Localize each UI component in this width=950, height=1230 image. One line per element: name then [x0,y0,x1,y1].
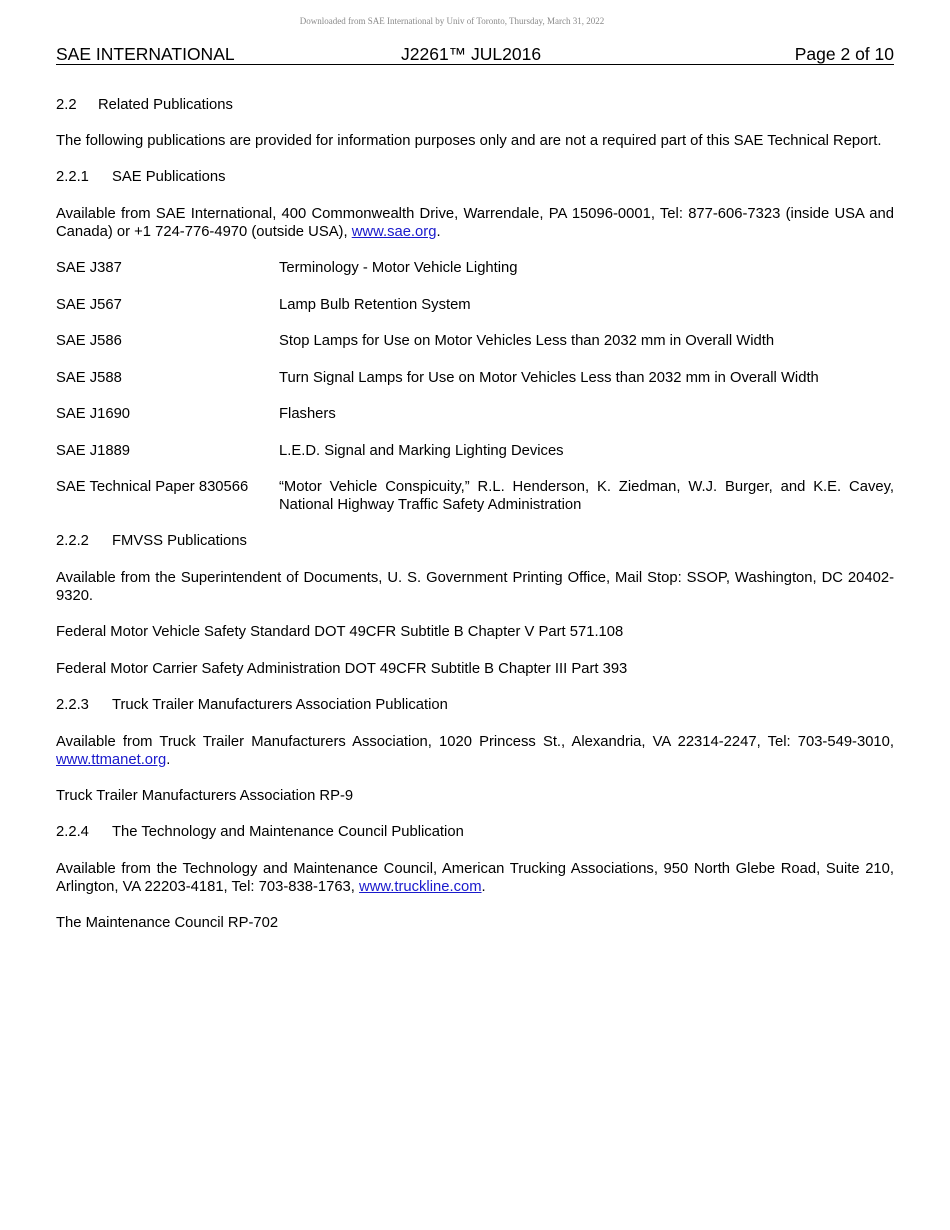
section-number: 2.2.1 [56,169,89,185]
page-header [56,44,894,65]
section-heading-2-2-2 [56,532,894,550]
reference-row [56,369,894,387]
availability-text: Available from SAE International, 400 Commonwealth Drive, Warrendale, PA 15096-0001, Tel: 877-606-7323 (inside USA and Canada) or +1 724-776-4970 (outside USA), [56,206,894,240]
section-title: Related Publications [98,97,233,113]
section-heading-2-2-1 [56,168,894,186]
fmvss-availability-paragraph: Available from the Superintendent of Documents, U. S. Government Printing Office, Mail Stop: SSOP, Washington, DC 20402-9320. [56,570,894,604]
fmvss-item: Federal Motor Vehicle Safety Standard DOT 49CFR Subtitle B Chapter V Part 571.108 [56,624,624,640]
ttma-item: Truck Trailer Manufacturers Association RP-9 [56,788,354,804]
reference-row [56,332,894,350]
section-number: 2.2.4 [56,824,89,840]
document-body [56,96,894,932]
reference-code: SAE J1889 [56,443,131,459]
reference-title: Lamp Bulb Retention System [279,297,471,313]
reference-code: SAE J586 [56,333,122,349]
publisher-name: SAE INTERNATIONAL [56,44,235,64]
page-number: Page 2 of 10 [794,44,894,64]
section-number: 2.2.3 [56,697,89,713]
reference-title: L.E.D. Signal and Marking Lighting Devices [279,443,564,459]
sae-availability-paragraph [56,205,894,241]
section-number: 2.2 [56,97,77,113]
intro-paragraph: The following publications are provided for information purposes only and are not a required part of this SAE Technical Report. [56,133,882,149]
section-number: 2.2.2 [56,533,89,549]
reference-row [56,478,894,514]
availability-text: Available from the Technology and Maintenance Council, American Trucking Associations, 950 North Glebe Road, Suite 210, Arlington, VA 22203-4181, Tel: 703-838-1763, [56,861,894,895]
section-title: FMVSS Publications [112,533,247,549]
reference-row [56,259,894,277]
section-title: SAE Publications [112,169,226,185]
reference-title: Turn Signal Lamps for Use on Motor Vehicles Less than 2032 mm in Overall Width [279,370,819,386]
ttma-availability-paragraph [56,733,894,769]
section-heading-2-2 [56,96,894,114]
trailing-period: . [166,752,171,768]
reference-code: SAE J387 [56,260,122,276]
reference-code: SAE Technical Paper 830566 [56,479,249,495]
reference-title: Flashers [279,406,336,422]
reference-title: Terminology - Motor Vehicle Lighting [279,260,518,276]
tmc-item: The Maintenance Council RP-702 [56,915,279,931]
reference-row [56,296,894,314]
reference-code: SAE J567 [56,297,122,313]
truckline-website-link[interactable]: www.truckline.com [359,879,482,895]
reference-code: SAE J1690 [56,406,131,422]
reference-row [56,442,894,460]
document-id: J2261™ JUL2016 [401,44,542,64]
section-heading-2-2-4 [56,823,894,841]
trailing-period: . [436,224,441,240]
availability-text: Available from Truck Trailer Manufacturers Association, 1020 Princess St., Alexandria, VA 22314-2247, Tel: 703-549-3010, [56,734,894,750]
ttma-website-link[interactable]: www.ttmanet.org [56,752,167,768]
tmc-availability-paragraph [56,860,894,896]
sae-website-link[interactable]: www.sae.org [351,224,437,240]
section-title: The Technology and Maintenance Council Publication [112,824,464,840]
section-heading-2-2-3 [56,696,894,714]
fmvss-item: Federal Motor Carrier Safety Administration DOT 49CFR Subtitle B Chapter III Part 393 [56,661,628,677]
reference-title: “Motor Vehicle Conspicuity,” R.L. Henderson, K. Ziedman, W.J. Burger, and K.E. Cavey, National Highway Traffic Safety Administration [279,479,894,513]
reference-title: Stop Lamps for Use on Motor Vehicles Less than 2032 mm in Overall Width [279,333,775,349]
reference-code: SAE J588 [56,370,122,386]
section-title: Truck Trailer Manufacturers Association Publication [112,697,448,713]
reference-row [56,405,894,423]
trailing-period: . [481,879,486,895]
download-watermark: Downloaded from SAE International by Univ of Toronto, Thursday, March 31, 2022 [299,16,605,26]
